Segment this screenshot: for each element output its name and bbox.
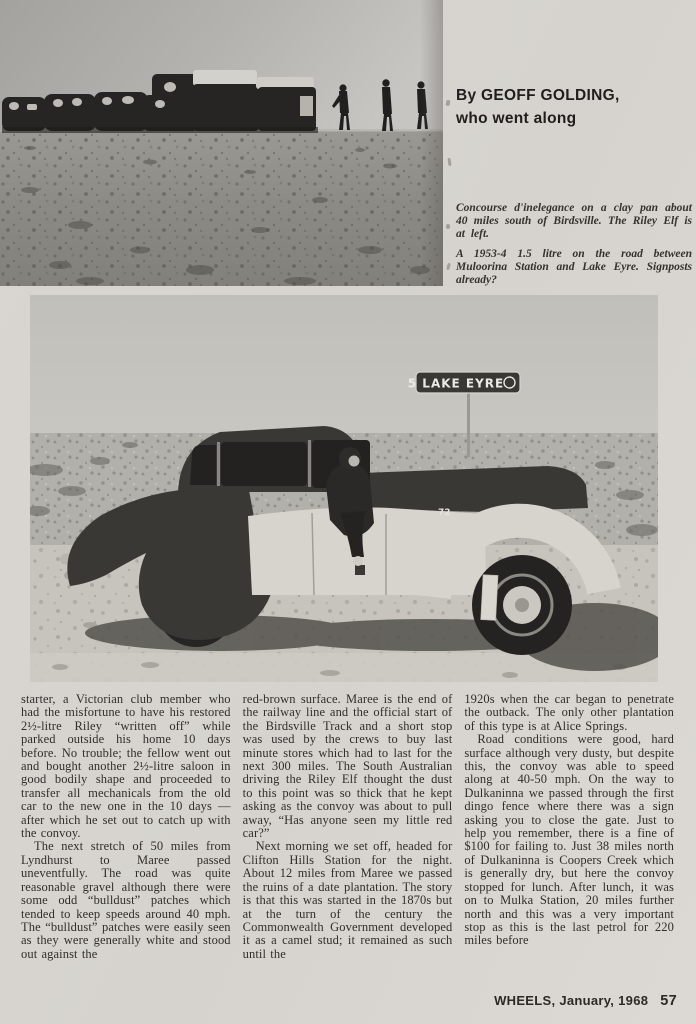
signpost-upper: [467, 391, 470, 457]
light-top-vehicle: [256, 77, 316, 131]
byline-line2: who went along: [456, 110, 577, 127]
photo-edge-shading: [420, 0, 443, 286]
car-bonnet: [362, 466, 588, 512]
sky: [30, 295, 658, 445]
photo-caption-2: A 1953-4 1.5 litre on the road between Muloorina Station and Lake Eyre. Signposts already?: [456, 248, 692, 286]
paragraph: Road conditions were good, hard surface although very dusty, but despite this, the convoy was able to speed along at 40-50 mph. On the way to Dulkaninna we passed through the first dingo fence where there was a sign asking you to close the gate. Just to help you remember, there is a fine of $100 for failing to. Just 38 miles north of Dulkaninna is Coopers Creek which is generally dry, but here the convoy stopped for lunch. After lunch, it was on to Mulka Station, 20 miles further north and this was a very important stop as this is the last petrol for 220 miles before: [464, 732, 674, 948]
article-column-2: [243, 693, 453, 961]
photo-caption-1: Concourse d'inelegance on a clay pan about 40 miles south of Birdsville. The Riley Elf is at left.: [456, 202, 692, 240]
truck: [152, 70, 259, 131]
paragraph: Next morning we set off, headed for Clifton Hills Station for the night. About 12 miles from Maree we passed the ruins of a date plantation. The story is that this was started in the 1870s but at the turn of the century the Commonwealth Government developed it as a camel stud; it remained as such until the: [242, 839, 453, 961]
byline: [456, 84, 686, 130]
riley-photo-art: [30, 295, 658, 682]
paragraph: red-brown surface. Maree is the end of the railway line and the official start of the Birdsville Track and a short stop was used by the crews to buy last minute stores which had to last for the next 300 miles. The South Australian driving the Riley Elf thought the dust to this point was so thick that he kept asking as the convoy was about to pull away, “Has anyone seen my little red car?”: [242, 692, 453, 841]
paragraph: 1920s when the car began to penetrate the outback. The only other plantation of this type is at Alice Springs.: [464, 692, 674, 733]
scan-speck: [446, 263, 451, 271]
scan-speck: [446, 224, 450, 229]
lake-eyre-sign-text: 5 LAKE EYRE: [407, 376, 505, 391]
clay-pan-photo: [0, 0, 443, 286]
paragraph: starter, a Victorian club member who had the misfortune to have his restored 2½-litre Riley “written off” while parked outside his home 10 days before. No trouble; the fellow went out and bought another 2½-litre saloon in good bodily shape and proceeded to transfer all mechanicals from the old car to the new one in the 10 days — after which he set out to catch up with the convoy.: [21, 692, 231, 841]
paragraph: The next stretch of 50 miles from Lyndhurst to Maree passed uneventfully. The road was quite reasonable gravel although there were some odd “bulldust” patches which tended to keep speeds around 40 mph. The “bulldust” patches were easily seen as they were generally white and stood out against the: [21, 839, 231, 961]
article-column-1: [21, 693, 231, 961]
page-number: 57: [660, 993, 677, 1009]
footer: [21, 993, 677, 1009]
byline-line1: By GEOFF GOLDING,: [456, 87, 620, 104]
article: [21, 693, 674, 961]
clay-pan-ground: [0, 129, 443, 286]
scan-speck: [447, 158, 451, 166]
article-column-3: [464, 693, 674, 961]
scan-speck: [445, 100, 450, 107]
magazine-title: WHEELS, January, 1968: [494, 993, 649, 1008]
car-convoy-number: 72: [438, 508, 451, 518]
signpost-base: [481, 575, 498, 621]
riley-lake-eyre-photo: [30, 295, 658, 682]
clay-pan-photo-art: [0, 0, 443, 286]
